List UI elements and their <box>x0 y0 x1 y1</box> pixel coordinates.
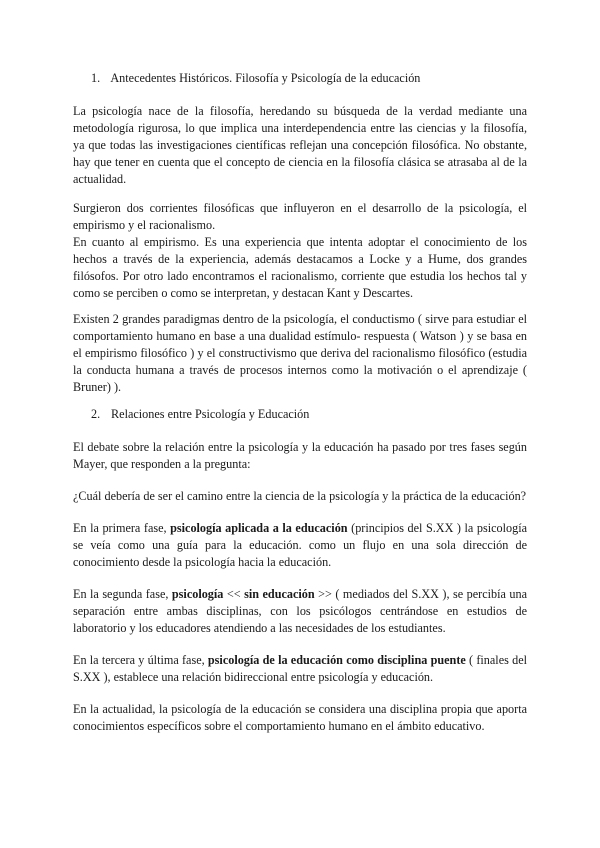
phase-1-name: psicología aplicada a la educación <box>170 521 348 535</box>
paragraph-4: El debate sobre la relación entre la psicología y la educación ha pasado por tres fases según Mayer, que responden a la pregunta: <box>73 440 527 471</box>
paragraph-3: Existen 2 grandes paradigmas dentro de la psicología, el conductismo ( sirve para estudiar el comportamiento humano en base a una dualidad estímulo- respuesta ( Watson ) y se basa en el empirismo filosófico ) y el constructivismo que deriva del racionalismo filosófico (estudia la conducta humana a través de procesos internos como la motivación o el aprendizaje ( Bruner) ). <box>73 312 527 394</box>
phase-1-description: (principios del S.XX ) la psicología se veía como una guía para la educación. como un flujo en una sola dirección de conocimiento desde la psicología hacia la educación. <box>73 521 527 569</box>
section-1-title: Antecedentes Históricos. Filosofía y Psicología de la educación <box>110 71 421 85</box>
section-1-heading <box>91 70 420 87</box>
paragraph-2a: Surgieron dos corrientes filosóficas que influyeron en el desarrollo de la psicología, el empirismo y el racionalismo. <box>73 201 527 232</box>
phase-2-intro: En la segunda fase, <box>73 587 172 601</box>
question-paragraph: ¿Cuál debería de ser el camino entre la ciencia de la psicología y la práctica de la educación? <box>73 489 527 503</box>
phase-2-description: >> ( mediados del S.XX ), se percibía una separación entre ambas disciplinas, con los psicólogos centrándose en estudios de laboratorio y los educadores atendiendo a las necesidades de los estudiantes. <box>73 587 528 635</box>
phase-3-name: psicología de la educación como disciplina puente <box>207 653 466 667</box>
paragraph-phase-1 <box>73 520 527 571</box>
phase-3-intro: En la tercera y última fase, <box>73 653 208 667</box>
phase-2-quote-open: << <box>223 587 245 601</box>
section-2-number: 2. <box>91 407 101 421</box>
paragraph-phase-2 <box>73 586 527 637</box>
phase-1-intro: En la primera fase, <box>73 521 171 535</box>
section-1-number: 1. <box>91 71 101 85</box>
phase-2-name-part-1: psicología <box>171 587 224 601</box>
phase-2-name-part-2: sin educación <box>244 587 315 601</box>
section-2-title: Relaciones entre Psicología y Educación <box>111 407 310 421</box>
paragraph-phase-3 <box>73 652 527 686</box>
section-2-heading <box>91 406 309 423</box>
paragraph-1: La psicología nace de la filosofía, heredando su búsqueda de la verdad mediante una metodología rigurosa, lo que implica una interdependencia entre las ciencias y la filosofía, ya que todas las investigaciones científicas reflejan una concepción filosófica. No obstante, hay que tener en cuenta que el concepto de ciencia en la filosofía clásica se atrasaba al de la actualidad. <box>73 104 527 186</box>
paragraph-current: En la actualidad, la psicología de la educación se considera una disciplina propia que aporta conocimientos específicos sobre el comportamiento humano en el ámbito educativo. <box>73 702 527 733</box>
phase-3-description: ( finales del S.XX ), establece una relación bidireccional entre psicología y educación. <box>73 653 527 684</box>
paragraph-2b: En cuanto al empirismo. Es una experiencia que intenta adoptar el conocimiento de los hechos a través de la experiencia, además destacamos a Locke y a Hume, dos grandes filósofos. Por otro lado encontramos el racionalismo, corriente que estudia los hechos tal y como se perciben o como se interpretan, y destacan Kant y Descartes. <box>73 235 527 300</box>
